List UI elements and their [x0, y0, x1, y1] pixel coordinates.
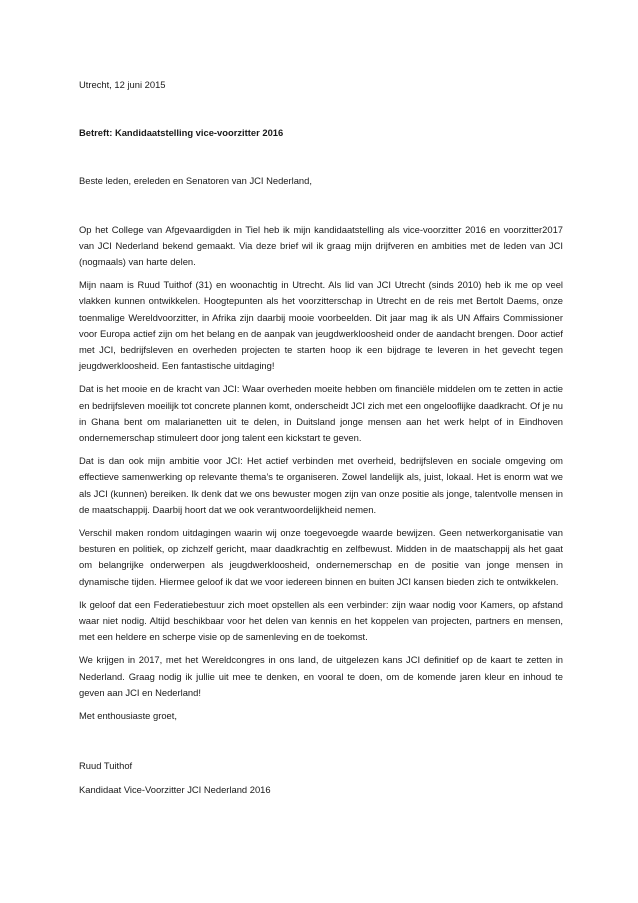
paragraph-world-congress: We krijgen in 2017, met het Wereldcongres in ons land, de uitgelezen kans JCI definitief op de kaart te zetten in Nederland. Graag nodig ik jullie uit mee te denken, en vooral te doen, om de komende jaren kleur en inhoud te geven aan JCI en Nederland! — [79, 654, 563, 698]
signature-name: Ruud Tuithof — [79, 760, 133, 772]
paragraph-about-me: Mijn naam is Ruud Tuithof (31) en woonachtig in Utrecht. Als lid van JCI Utrecht (sinds 2010) heb ik me op veel vlakken kunnen ontwikkelen. Hoogtepunten als het voorzitterschap in Utrecht en de reis met Bertolt Daems, onze toenmalige Wereldvoorzitter, in Afrika zijn daarbij mooie voorbeelden. Dit jaar mag ik als UN Affairs Commissioner voor Europa actief zijn om het belang en de aanpak van jeugdwerkloosheid onder de aandacht brengen. Door actief met JCI, bedrijfsleven en overheden projecten te starten hoop ik een bijdrage te leveren in het gevecht tegen jeugdwerkloosheid. Een fantastische uitdaging! — [79, 279, 563, 372]
paragraph-strength-jci: Dat is het mooie en de kracht van JCI: Waar overheden moeite hebben om financiële middelen om te zetten in actie en bedrijfsleven moeilijk tot concrete plannen komt, onderscheidt JCI zich met een ongelooflijke daadkracht. Of je nu in Ghana bent om malarianetten uit te delen, in Duitsland jonge mensen aan het werk helpt of in Eindhoven ondernemerschap stimuleert door jong talent een kickstart te geven. — [79, 383, 563, 444]
letter-salutation: Beste leden, ereleden en Senatoren van JCI Nederland, — [79, 175, 312, 187]
letter-date: Utrecht, 12 juni 2015 — [79, 79, 166, 90]
letter-subject: Betreft: Kandidaatstelling vice-voorzitter 2016 — [79, 127, 284, 139]
letter-closing: Met enthousiaste groet, — [79, 710, 177, 722]
signature-title: Kandidaat Vice-Voorzitter JCI Nederland 2016 — [79, 783, 271, 795]
paragraph-federation-board: Ik geloof dat een Federatiebestuur zich moet opstellen als een verbinder: zijn waar nodig voor Kamers, op afstand waar niet nodig. Altijd beschikbaar voor het delen van kennis en het koppelen van projecten, partners en mensen, met een heldere en scherpe visie op de samenleving en de toekomst. — [79, 598, 563, 643]
paragraph-make-difference: Verschil maken rondom uitdagingen waarin wij onze toegevoegde waarde bewijzen. Geen netwerkorganisatie van besturen en politiek, op zichzelf gericht, maar daadkrachtig en zelfbewust. Midden in de maatschappij als het gaat om belangrijke onderwerpen als jeugdwerkloosheid, ondernemerschap en de positie van jonge mensen in dynamische tijden. Hiermee geloof ik dat we voor iedereen binnen en buiten JCI kansen bieden zich te ontwikkelen. — [79, 527, 563, 587]
paragraph-ambition: Dat is dan ook mijn ambitie voor JCI: Het actief verbinden met overheid, bedrijfsleven en sociale omgeving om effectieve samenwerking op relevante thema’s te organiseren. Zowel landelijk als, juist, lokaal. Het is enorm wat we als JCI (kunnen) bereiken. Ik denk dat we ons bewuster mogen zijn van onze positie als jonge, talentvolle mensen in de maatschappij. Daarbij hoort dat we ook verantwoordelijkheid nemen. — [79, 455, 563, 515]
paragraph-introduction: Op het College van Afgevaardigden in Tiel heb ik mijn kandidaatstelling als vice-voorzitter 2016 en voorzitter2017 van JCI Nederland bekend gemaakt. Via deze brief wil ik graag mijn drijfveren en ambities met de leden van JCI (nogmaals) van harte delen. — [79, 223, 563, 268]
letter-body — [79, 77, 563, 798]
